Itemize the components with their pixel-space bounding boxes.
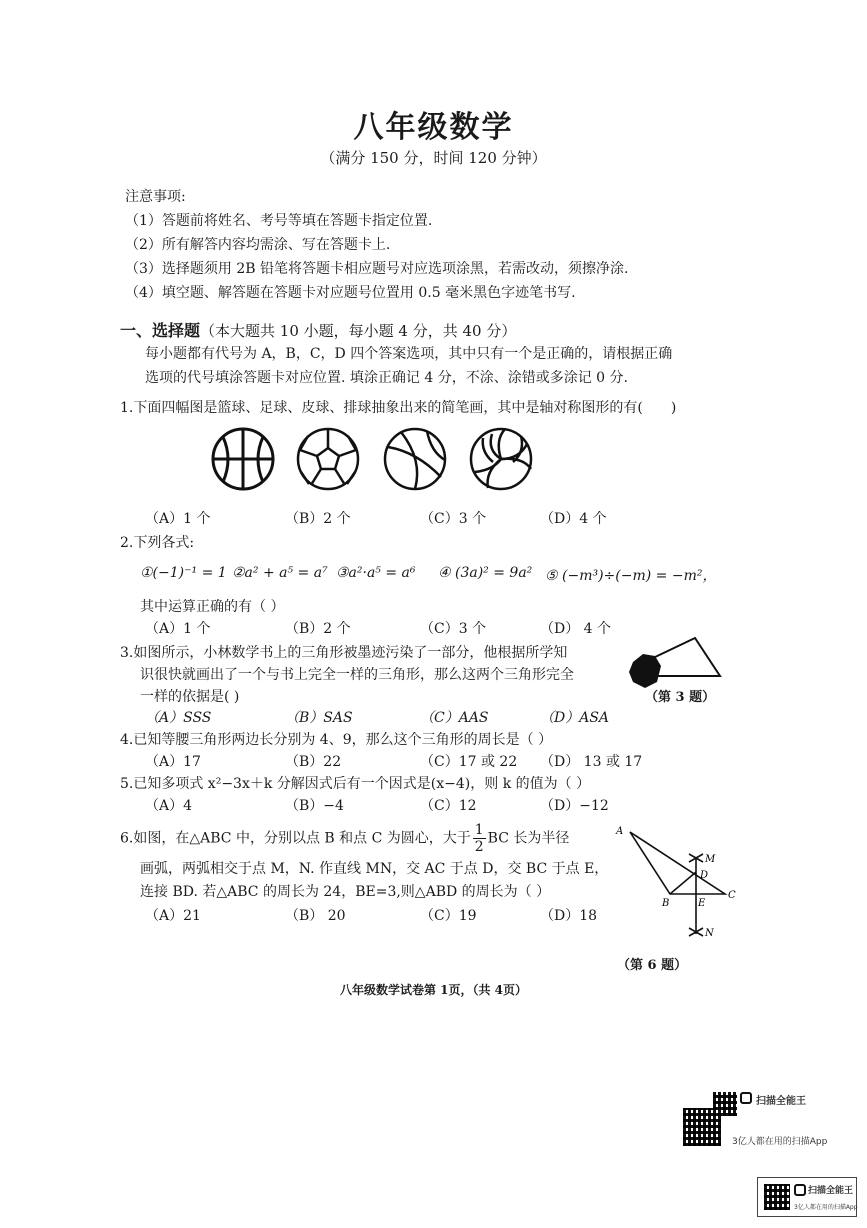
q6-option-c: （C）19 bbox=[420, 908, 477, 924]
volleyball-icon bbox=[471, 429, 531, 489]
q1-balls-figure bbox=[205, 422, 550, 497]
q6-figure bbox=[610, 822, 750, 947]
notes-heading: 注意事项: bbox=[125, 189, 186, 205]
q5-option-b: （B）−4 bbox=[285, 798, 344, 814]
q2-number: 2. bbox=[120, 535, 134, 551]
watermark-badge-brand: 扫描全能王 bbox=[808, 1186, 854, 1196]
q1-option-a: （A）1 个 bbox=[145, 511, 211, 527]
q6-number: 6. bbox=[120, 830, 134, 847]
q5-text: 已知多项式 x²−3x＋k 分解因式后有一个因式是(x−4)，则 k 的值为（ ） bbox=[133, 776, 591, 792]
q1-text: 下面四幅图是篮球、足球、皮球、排球抽象出来的简笔画，其中是轴对称图形的有( bbox=[133, 400, 643, 416]
q4-option-c: （C）17 或 22 bbox=[420, 754, 518, 770]
page-footer: 八年级数学试卷第 1页，（共 4页） bbox=[339, 983, 528, 997]
watermark-tagline: 3亿人都在用的扫描App bbox=[732, 1137, 828, 1147]
soccer-ball-icon bbox=[298, 429, 358, 489]
q5-option-c: （C）12 bbox=[420, 798, 477, 814]
q1-option-c: （C）3 个 bbox=[420, 511, 487, 527]
q3-text-2: 识很快就画出了一个与书上完全一样的三角形，那么这两个三角形完全 bbox=[140, 667, 574, 683]
basketball-icon bbox=[213, 429, 273, 489]
q3-figure bbox=[625, 632, 725, 694]
q6-point-m: M bbox=[705, 854, 716, 865]
q3-option-b: （B）SAS bbox=[285, 710, 353, 726]
watermark-badge bbox=[757, 1177, 857, 1217]
q3-option-c: （C）AAS bbox=[420, 710, 489, 726]
section-heading bbox=[120, 318, 516, 341]
q6-point-n: N bbox=[705, 928, 714, 939]
question-1 bbox=[120, 397, 676, 417]
q3-option-d: （D）ASA bbox=[540, 710, 610, 726]
q6-option-d: （D）18 bbox=[540, 908, 598, 924]
question-2 bbox=[120, 532, 194, 552]
q1-option-b: （B）2 个 bbox=[285, 511, 351, 527]
q4-option-b: （B）22 bbox=[285, 754, 342, 770]
notes-item-3: （3）选择题须用 2B 铅笔将答题卡相应题号对应选项涂黑，若需改动，须擦净涂. bbox=[125, 261, 629, 277]
q6-point-c: C bbox=[728, 890, 736, 901]
q6-frac-den: 2 bbox=[474, 839, 484, 855]
notes-item-4: （4）填空题、解答题在答题卡对应题号位置用 0.5 毫米黑色字迹笔书写. bbox=[125, 285, 576, 301]
q5-option-d: （D）−12 bbox=[540, 798, 609, 814]
watermark-brand: 扫描全能王 bbox=[756, 1096, 806, 1107]
section-title: 一、选择题 bbox=[120, 321, 201, 340]
section-instruction-2: 选项的代号填涂答题卡对应位置. 填涂正确记 4 分，不涂、涂错或多涂记 0 分. bbox=[145, 370, 628, 386]
q2-expr-1: ①(−1)⁻¹ = 1 bbox=[140, 565, 227, 581]
q3-ink-blot bbox=[629, 654, 661, 688]
beach-ball-icon bbox=[385, 429, 445, 489]
q2-expr-3: ③a²·a⁵ = a⁶ bbox=[336, 565, 416, 581]
q4-option-a: （A）17 bbox=[145, 754, 201, 770]
q3-triangle bbox=[653, 638, 720, 676]
watermark-badge-qr-code bbox=[764, 1184, 790, 1210]
q2-option-b: （B）2 个 bbox=[285, 621, 351, 637]
section-instruction-1: 每小题都有代号为 A，B，C，D 四个答案选项，其中只有一个是正确的，请根据正确 bbox=[145, 346, 673, 362]
q2-option-c: （C）3 个 bbox=[420, 621, 487, 637]
question-4 bbox=[120, 729, 552, 749]
q3-caption: （第 3 题） bbox=[645, 690, 716, 705]
q4-option-d: （D） 13 或 17 bbox=[540, 754, 643, 770]
q6-point-d: D bbox=[700, 870, 709, 881]
question-5 bbox=[120, 773, 590, 793]
q3-number: 3. bbox=[120, 645, 134, 661]
q3-option-a: （A）SSS bbox=[145, 710, 212, 726]
q1-number: 1. bbox=[120, 400, 134, 416]
watermark-badge-tagline: 3亿人都在用的扫描App bbox=[794, 1204, 858, 1211]
section-detail: （本大题共 10 小题，每小题 4 分，共 40 分） bbox=[200, 322, 517, 340]
scanner-app-icon bbox=[740, 1092, 752, 1104]
page-title: 八年级数学 bbox=[353, 110, 514, 145]
q6-option-a: （A）21 bbox=[145, 908, 201, 924]
q3-text-3: 一样的依据是( ) bbox=[140, 689, 240, 705]
q6-segment-bd bbox=[670, 872, 696, 894]
q6-point-e: E bbox=[698, 898, 706, 909]
q6-text-1b: BC 长为半径 bbox=[487, 830, 570, 847]
q5-option-a: （A）4 bbox=[145, 798, 193, 814]
question-6-line-1 bbox=[120, 822, 569, 855]
q5-number: 5. bbox=[120, 776, 134, 792]
q2-expr-5: ⑤ (−m³)÷(−m) = −m²， bbox=[545, 568, 717, 584]
question-3-line-1 bbox=[120, 642, 567, 662]
q3-text-1: 如图所示，小林数学书上的三角形被墨迹污染了一部分，他根据所学知 bbox=[133, 645, 568, 661]
q6-caption: （第 6 题） bbox=[617, 958, 688, 973]
q6-fraction bbox=[473, 822, 486, 855]
q4-number: 4. bbox=[120, 732, 134, 748]
q2-expr-2: ②a² + a⁵ = a⁷ bbox=[232, 565, 328, 581]
q6-text-3: 连接 BD. 若△ABC 的周长为 24，BE=3,则△ABD 的周长为（ ） bbox=[140, 884, 551, 900]
q2-option-a: （A）1 个 bbox=[145, 621, 211, 637]
q6-point-a: A bbox=[616, 826, 624, 837]
q2-text: 下列各式: bbox=[133, 535, 195, 551]
notes-item-2: （2）所有解答内容均需涂、写在答题卡上. bbox=[125, 237, 391, 253]
watermark-qr-code-small bbox=[713, 1092, 737, 1116]
q6-point-b: B bbox=[662, 898, 670, 909]
q4-text: 已知等腰三角形两边长分别为 4、9，那么这个三角形的周长是（ ） bbox=[133, 732, 553, 748]
q6-text-2: 画弧，两弧相交于点 M，N. 作直线 MN，交 AC 于点 D，交 BC 于点 E， bbox=[140, 861, 609, 877]
notes-item-1: （1）答题前将姓名、考号等填在答题卡指定位置. bbox=[125, 213, 433, 229]
page-subtitle: （满分 150 分，时间 120 分钟） bbox=[320, 149, 547, 167]
q6-frac-num: 1 bbox=[474, 822, 484, 838]
q1-option-d: （D）4 个 bbox=[540, 511, 607, 527]
q6-option-b: （B） 20 bbox=[285, 908, 346, 924]
q2-option-d: （D） 4 个 bbox=[540, 621, 612, 637]
q1-close-paren: ) bbox=[670, 400, 677, 416]
q6-text-1a: 如图，在△ABC 中，分别以点 B 和点 C 为圆心，大于 bbox=[133, 830, 471, 847]
scanner-badge-icon bbox=[794, 1184, 806, 1196]
q2-expr-4: ④ (3a)² = 9a² bbox=[438, 565, 533, 581]
q2-followup: 其中运算正确的有（ ） bbox=[140, 599, 285, 615]
